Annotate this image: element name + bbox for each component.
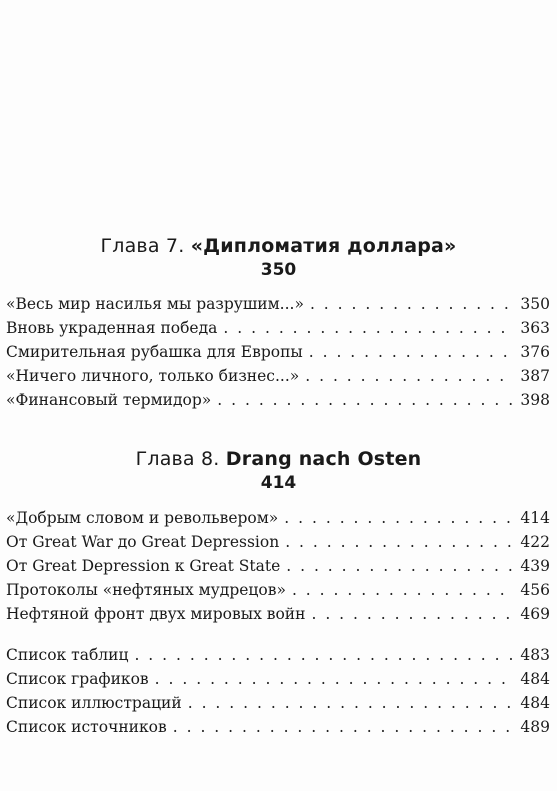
toc-entry-title: От Great Depression к Great State	[6, 557, 281, 575]
toc-entry	[6, 292, 550, 316]
toc-entry-title: Смирительная рубашка для Европы	[6, 343, 303, 361]
toc-entry	[6, 643, 550, 667]
toc-entry	[6, 602, 550, 626]
toc-entry-title: Протоколы «нефтяных мудрецов»	[6, 581, 286, 599]
toc-entry	[6, 530, 550, 554]
dot-leader	[217, 388, 514, 412]
toc-entry-page: 422	[520, 533, 550, 551]
chapter-name: Drang nach Osten	[225, 448, 422, 470]
toc-entry-title: Список таблиц	[6, 646, 129, 664]
toc-entry	[6, 316, 550, 340]
toc-entry-page: 350	[520, 295, 550, 313]
chapter-title	[0, 234, 557, 258]
toc-entry-title: «Весь мир насилья мы разрушим...»	[6, 295, 304, 313]
dot-leader	[285, 530, 514, 554]
toc-entry-page: 456	[520, 581, 550, 599]
chapter-7-entries	[6, 292, 550, 412]
dot-leader	[223, 316, 514, 340]
dot-leader	[311, 602, 514, 626]
toc-entry	[6, 578, 550, 602]
dot-leader	[305, 364, 514, 388]
chapter-8-heading	[0, 447, 557, 494]
toc-entry-title: Список иллюстраций	[6, 694, 182, 712]
dot-leader	[284, 506, 514, 530]
toc-entry-page: 484	[520, 694, 550, 712]
toc-entry-title: Нефтяной фронт двух мировых войн	[6, 605, 306, 623]
appendix-entries	[6, 643, 550, 739]
chapter-page-number: 350	[260, 260, 297, 280]
toc-entry-title: «Ничего личного, только бизнес...»	[6, 367, 300, 385]
chapter-number: Глава 7.	[100, 235, 191, 257]
toc-entry-title: От Great War до Great Depression	[6, 533, 280, 551]
toc-entry-page: 483	[520, 646, 550, 664]
dot-leader	[155, 667, 514, 691]
dot-leader	[188, 691, 514, 715]
toc-entry	[6, 506, 550, 530]
toc-entry-page: 439	[520, 557, 550, 575]
toc-entry	[6, 364, 550, 388]
toc-entry-page: 363	[520, 319, 550, 337]
dot-leader	[134, 643, 514, 667]
toc-entry-page: 376	[520, 343, 550, 361]
dot-leader	[292, 578, 514, 602]
toc-entry	[6, 691, 550, 715]
toc-entry-title: Список графиков	[6, 670, 149, 688]
toc-entry	[6, 340, 550, 364]
toc-entry-title: Список источников	[6, 718, 167, 736]
toc-entry	[6, 554, 550, 578]
toc-entry-page: 469	[520, 605, 550, 623]
chapter-8-entries	[6, 506, 550, 626]
toc-entry-page: 398	[520, 391, 550, 409]
toc-entry-page: 489	[520, 718, 550, 736]
toc-entry-title: Вновь украденная победа	[6, 319, 218, 337]
dot-leader	[309, 340, 514, 364]
dot-leader	[286, 554, 514, 578]
toc-entry-title: «Финансовый термидор»	[6, 391, 212, 409]
chapter-page-number: 414	[260, 473, 297, 493]
dot-leader	[173, 715, 514, 739]
toc-entry-page: 414	[520, 509, 550, 527]
toc-entry-page: 484	[520, 670, 550, 688]
toc-entry	[6, 667, 550, 691]
chapter-7-heading	[0, 234, 557, 281]
chapter-title	[0, 447, 557, 471]
toc-entry-title: «Добрым словом и револьвером»	[6, 509, 279, 527]
toc-entry	[6, 388, 550, 412]
chapter-number: Глава 8.	[135, 448, 226, 470]
dot-leader	[310, 292, 514, 316]
toc-entry-page: 387	[520, 367, 550, 385]
chapter-name: «Дипломатия доллара»	[190, 235, 457, 257]
toc-entry	[6, 715, 550, 739]
